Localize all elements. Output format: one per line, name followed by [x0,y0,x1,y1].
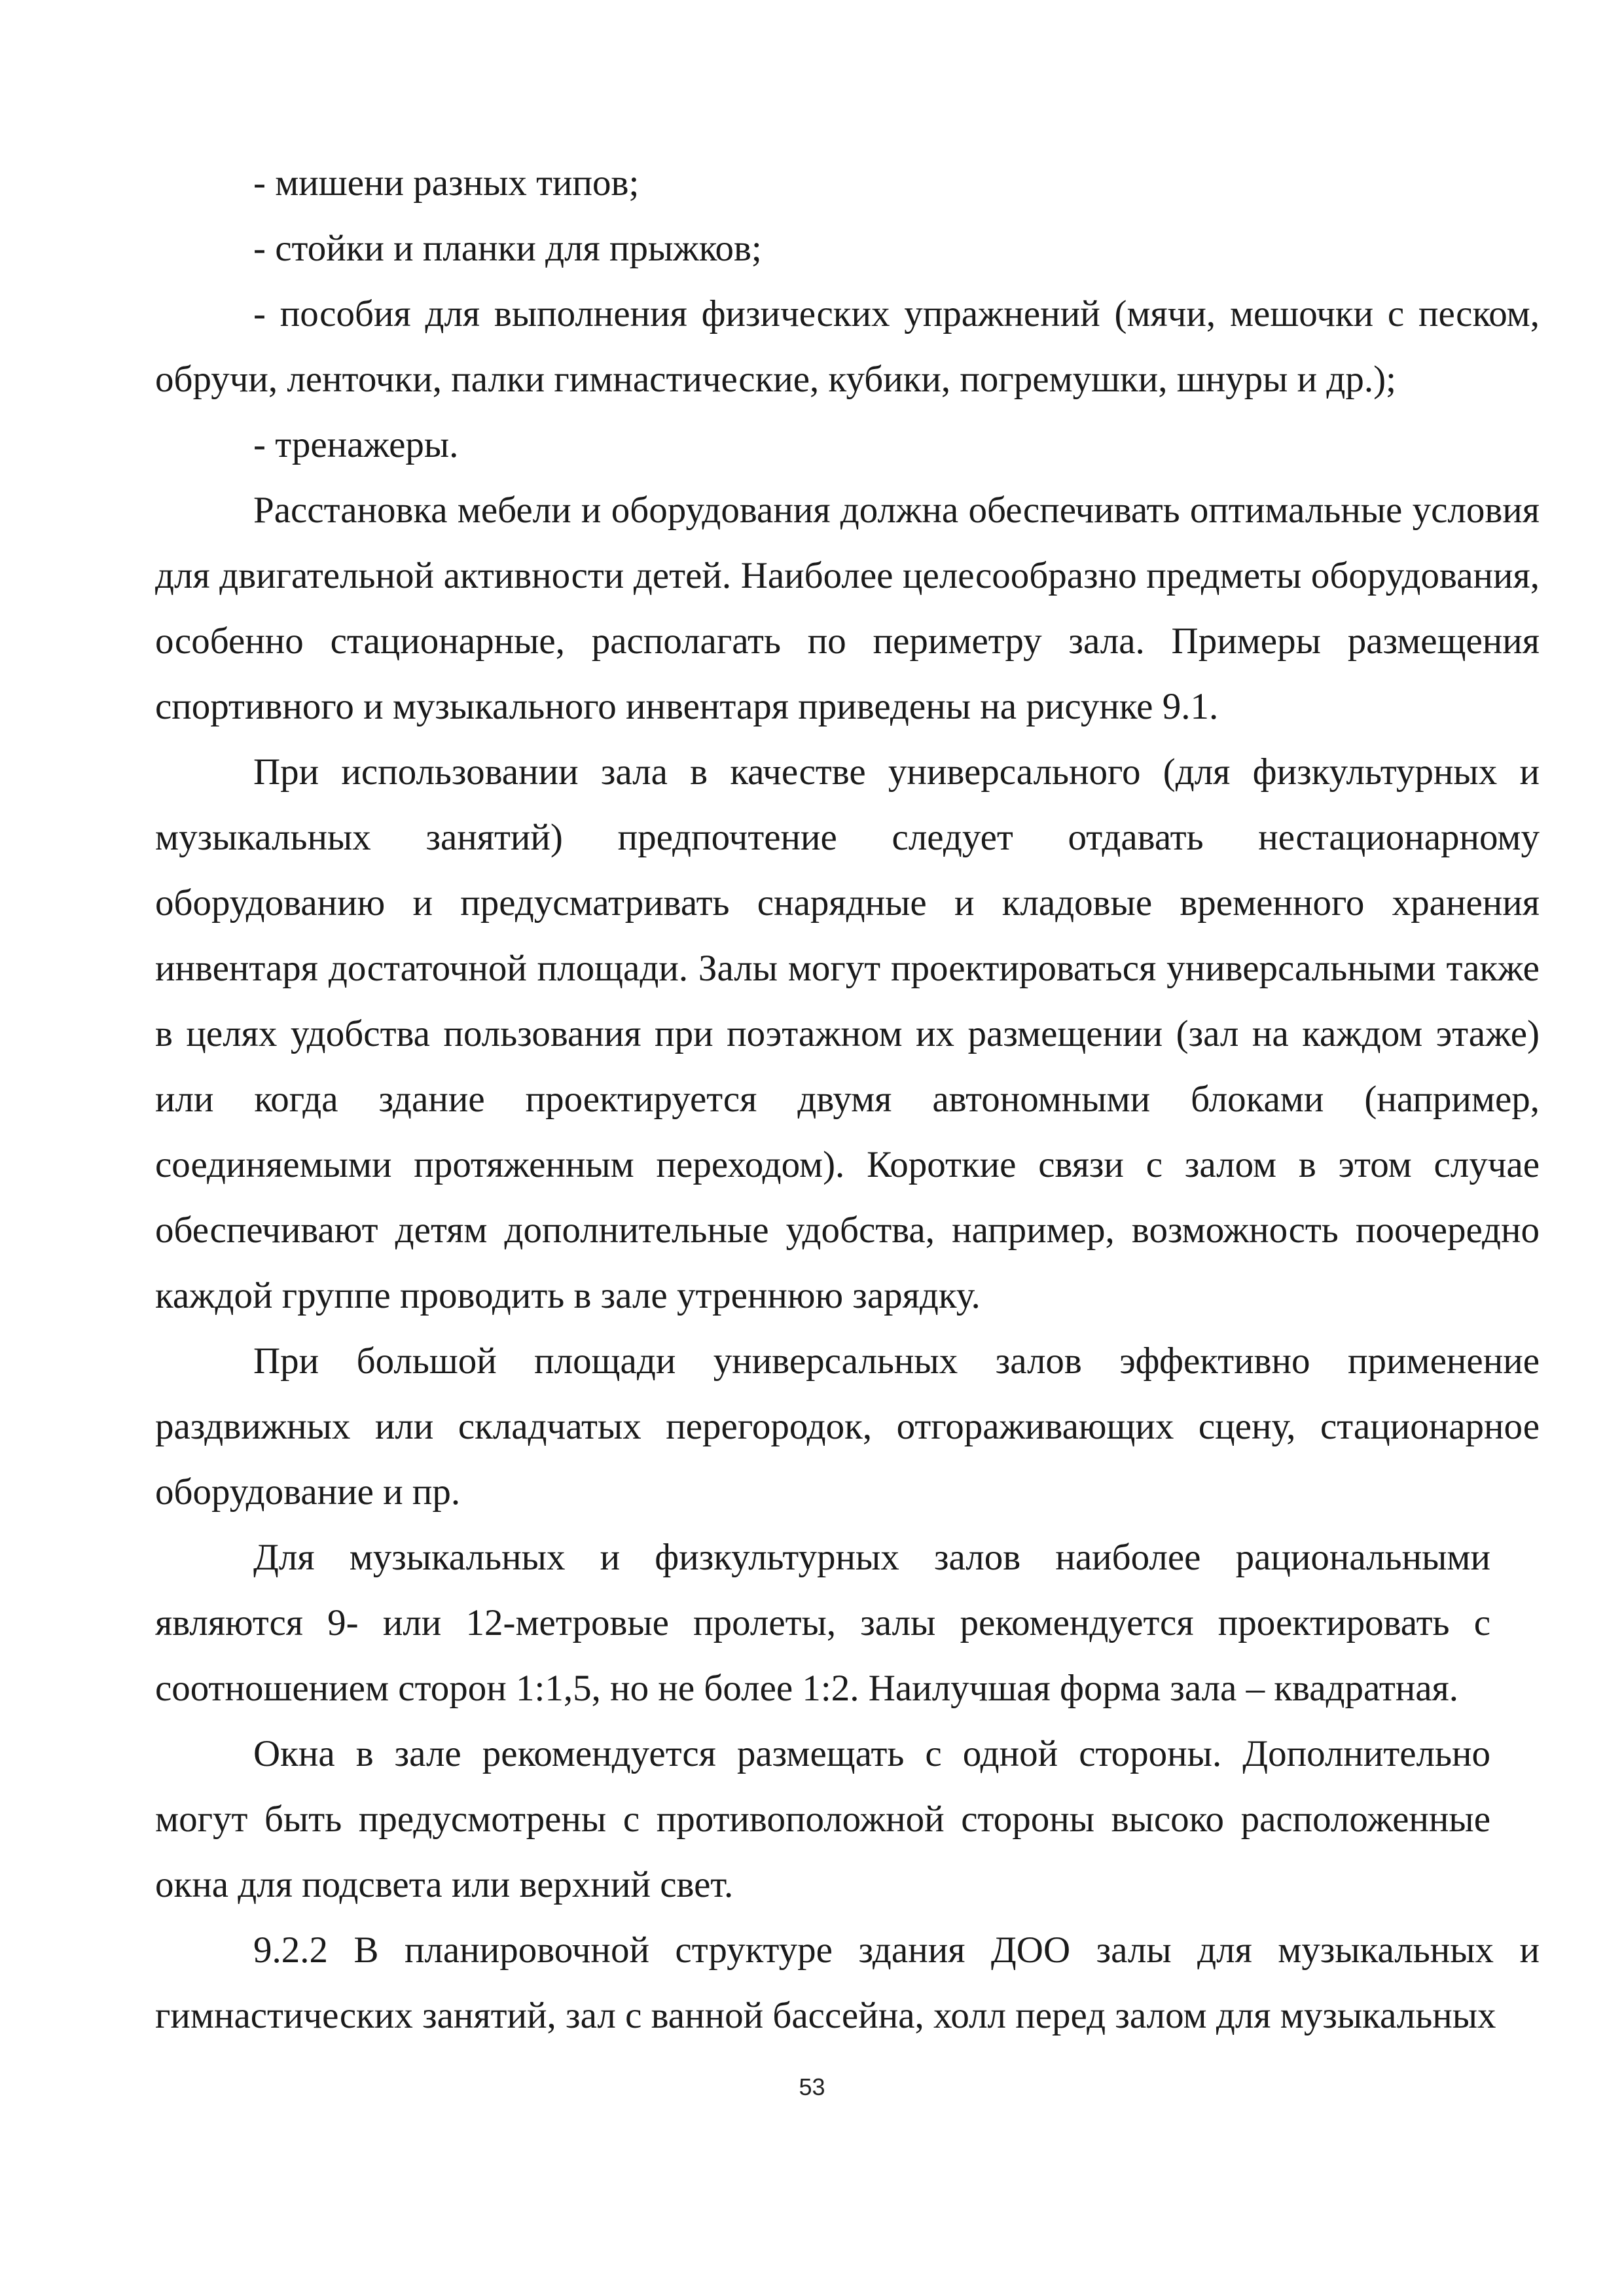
equipment-list-top [155,151,1540,478]
paragraph-partitions: При большой площади универсальных залов эффективно применение раздвижных или складчатых перегородок, отгораживающих сцену, стационарное оборудование и пр. [155,1340,1540,1513]
paragraph-hall-proportions: Для музыкальных и физкультурных залов наиболее рациональными являются 9- или 12-метровые пролеты, залы рекомендуется проектировать с соотношением сторон 1:1,5, но не более 1:2. Наилучшая форма зала – квадратная. [155,1537,1490,1709]
body-section-planning [155,1918,1540,2049]
paragraph-universal-hall: При использовании зала в качестве универсального (для физкультурных и музыкальных занятий) предпочтение следует отдавать нестационарному оборудованию и предусматривать снарядные и кладовые временного хранения инвентаря достаточной площади. Залы могут проектироваться универсальными также в целях удобства пользования при поэтажном их размещении (зал на каждом этаже) или когда здание проектируется двумя автономными блоками (например, соединяемыми протяженным переходом). Короткие связи с залом в этом случае обеспечивают детям дополнительные удобства, например, возможность поочередно каждой группе проводить в зале утреннюю зарядку. [155,751,1540,1316]
page-number: 53 [799,2073,825,2100]
paragraph-section-9-2-2: 9.2.2 В планировочной структуре здания ДОО залы для музыкальных и гимнастических занятий, зал с ванной бассейна, холл перед залом для музыкальных [155,1929,1540,2036]
paragraph-windows: Окна в зале рекомендуется размещать с одной стороны. Дополнительно могут быть предусмотрены с противоположной стороны высоко расположенные окна для подсвета или верхний свет. [155,1733,1490,1905]
paragraph-furniture-placement: Расстановка мебели и оборудования должна обеспечивать оптимальные условия для двигательной активности детей. Наиболее целесообразно предметы оборудования, особенно стационарные, располагать по периметру зала. Примеры размещения спортивного и музыкального инвентаря приведены на рисунке 9.1. [155,490,1540,727]
body-section-proportions [155,1525,1490,1918]
list-item: - стойки и планки для прыжков; [253,228,762,269]
list-item: - пособия для выполнения физических упражнений (мячи, мешочки с песком, обручи, ленточки, палки гимнастические, кубики, погремушки, шнуры и др.); [155,293,1540,400]
body-section-main [155,478,1540,1525]
list-item: - мишени разных типов; [253,162,640,204]
list-item: - тренажеры. [253,424,459,465]
